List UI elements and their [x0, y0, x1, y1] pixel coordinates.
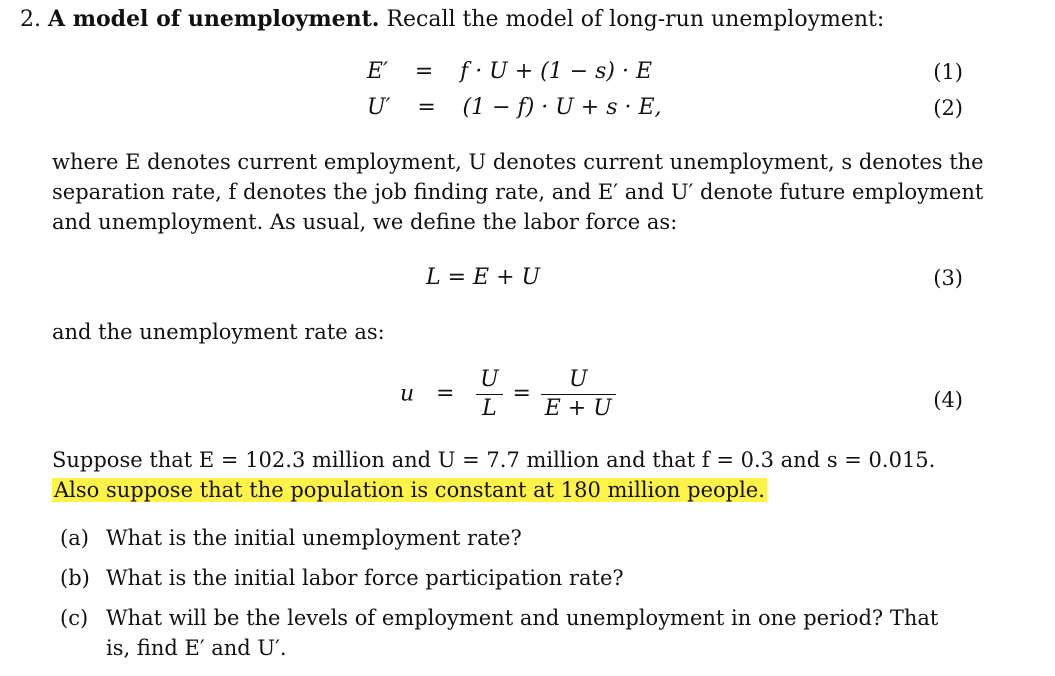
- eq4-f1-denominator: L: [482, 395, 497, 421]
- p3-line-1: Suppose that E = 102.3 million and U = 7.7 million and that f = 0.3 and s = 0.015.: [52, 448, 936, 472]
- eq4-fraction-1: [476, 366, 503, 422]
- eq4-f2-numerator: U: [541, 366, 616, 395]
- p1-line-2: separation rate, f denotes the job finding rate, and E′ and U′ denote future employment: [52, 179, 984, 204]
- highlighted-sentence: Also suppose that the population is constant at 180 million people.: [54, 477, 765, 502]
- eq4-number: (4): [933, 388, 963, 412]
- problem-intro: Recall the model of long-run unemployment:: [386, 7, 885, 32]
- eq2-number: (2): [933, 96, 963, 120]
- eq3-number: (3): [933, 266, 963, 290]
- question-a-label: (a): [60, 526, 89, 550]
- eq1-rhs: f · U + (1 − s) · E: [460, 59, 653, 84]
- eq2-rhs: (1 − f) · U + s · E,: [462, 95, 662, 120]
- eq1-rel: =: [414, 59, 434, 84]
- eq4-f1-numerator: U: [476, 366, 503, 395]
- eq1-number: (1): [933, 60, 963, 84]
- paragraph-definitions: [52, 148, 982, 237]
- eq4-rel: =: [435, 381, 455, 407]
- question-c-label: (c): [60, 606, 89, 630]
- equation-1: [367, 56, 652, 87]
- equation-4: [400, 366, 616, 422]
- eq4-fraction-2: [541, 366, 616, 422]
- eq4-f2-denominator: E + U: [544, 395, 612, 421]
- question-b-text: What is the initial labor force participation rate?: [106, 566, 624, 590]
- eq2-lhs: U′: [367, 95, 391, 120]
- problem-title: A model of unemployment.: [48, 6, 380, 32]
- question-a: [60, 524, 522, 554]
- paragraph-unemployment-rate: and the unemployment rate as:: [52, 320, 385, 344]
- problem-number: 2.: [20, 7, 41, 32]
- p1-line-1: where E denotes current employment, U denotes current unemployment, s denotes the: [52, 150, 984, 174]
- eq4-equals-2: =: [512, 381, 531, 407]
- question-b: [60, 564, 624, 594]
- equation-3: L = E + U: [426, 265, 541, 290]
- p1-line-3: and unemployment. As usual, we define the labor force as:: [52, 209, 678, 234]
- equation-2: [367, 92, 662, 123]
- eq4-lhs: u: [400, 381, 415, 407]
- problem-header: [20, 4, 884, 35]
- eq2-rel: =: [417, 95, 436, 120]
- question-c-text-line-2: is, find E′ and U′.: [106, 635, 287, 660]
- question-b-label: (b): [60, 566, 90, 590]
- question-c-text: What will be the levels of employment and unemployment in one period? That: [106, 606, 939, 630]
- eq1-lhs: E′: [367, 59, 389, 84]
- question-c: [60, 604, 938, 664]
- question-a-text: What is the initial unemployment rate?: [106, 526, 522, 550]
- paragraph-suppose: [52, 446, 982, 506]
